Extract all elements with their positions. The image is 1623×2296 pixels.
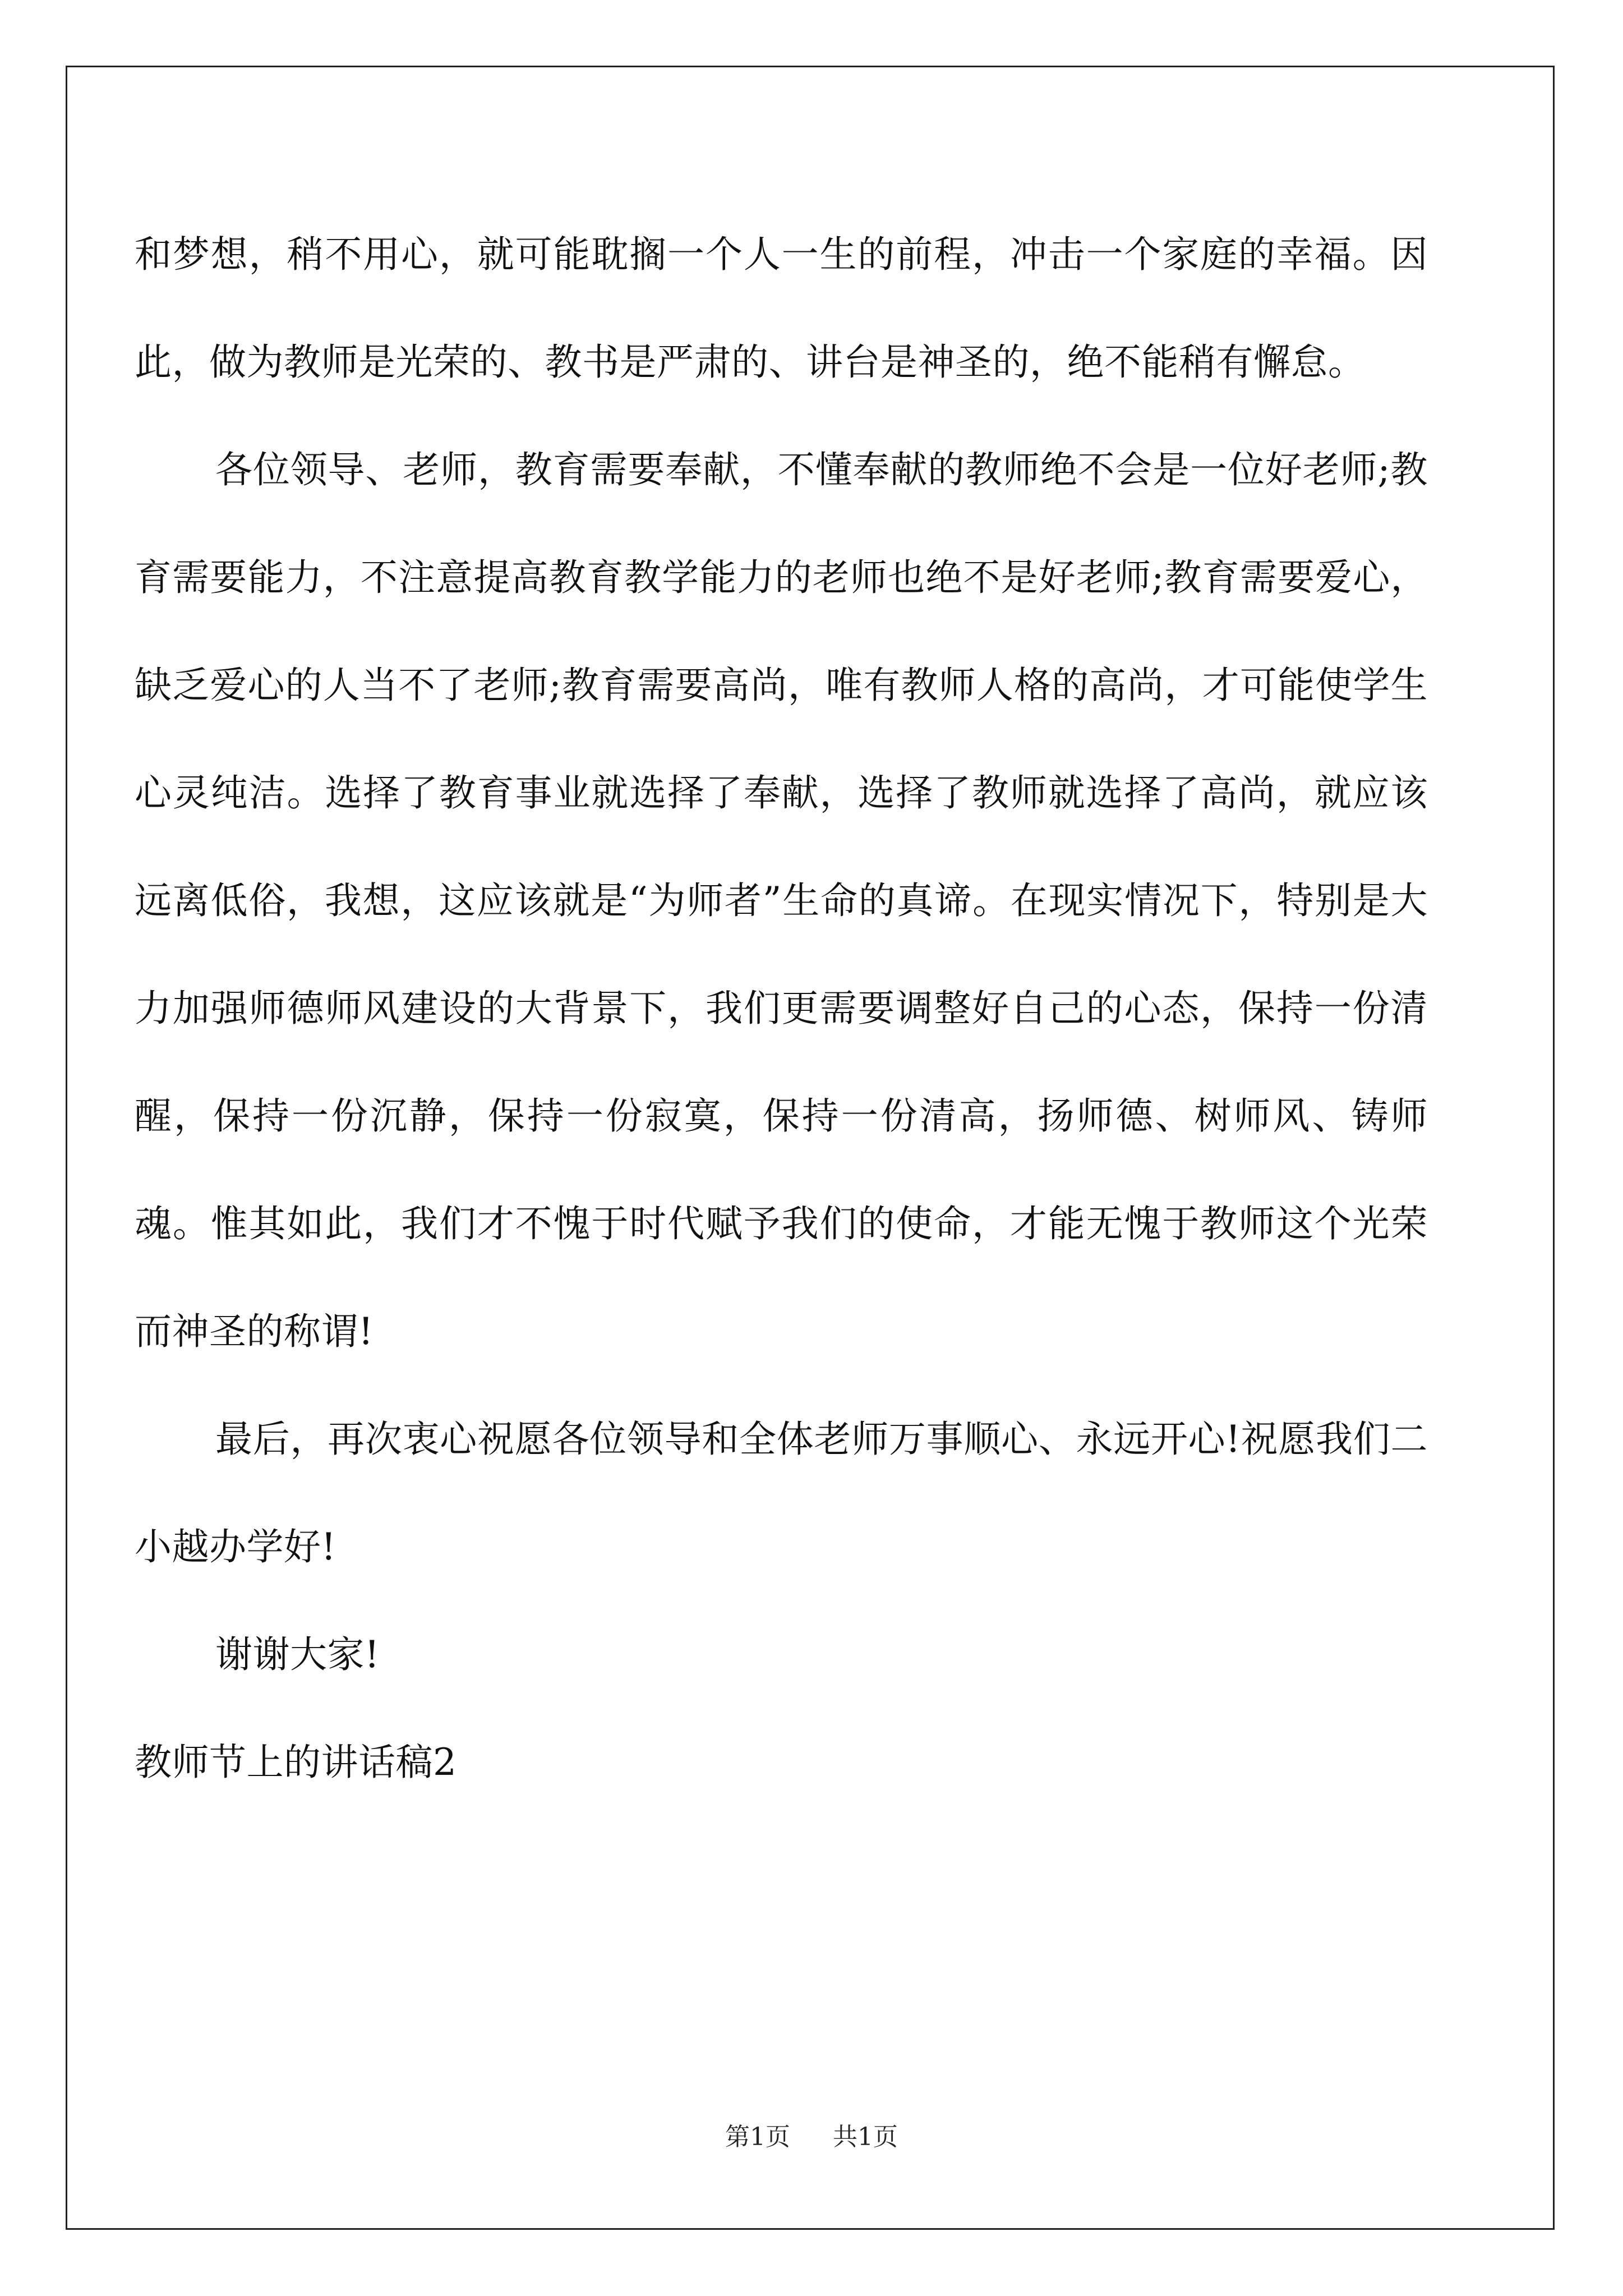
page-number-current: 第1页 <box>725 2123 790 2151</box>
paragraph-main-speech: 各位领导、老师，教育需要奉献，不懂奉献的教师绝不会是一位好老师;教育需要能力，不注意提高教育教学能力的老师也绝不是好老师;教育需要爱心，缺乏爱心的人当不了老师;教育需要高尚，唯有教师人格的高尚，才可能使学生心灵纯洁。选择了教育事业就选择了奉献，选择了教师就选择了高尚，就应该远离低俗，我想，这应该就是“为师者”生命的真谛。在现实情况下，特别是大力加强师德师风建设的大背景下，我们更需要调整好自己的心态，保持一份清醒，保持一份沉静，保持一份寂寞，保持一份清高，扬师德、树师风、铸师魂。惟其如此，我们才不愧于时代赋予我们的使命，才能无愧于教师这个光荣而神圣的称谓! <box>135 448 1428 1353</box>
page-number-total: 共1页 <box>833 2123 898 2151</box>
section-title: 教师节上的讲话稿2 <box>135 1741 457 1784</box>
paragraph-thanks: 谢谢大家! <box>215 1633 380 1676</box>
paragraph-continuation: 和梦想，稍不用心，就可能耽搁一个人一生的前程，冲击一个家庭的幸福。因此，做为教师是光荣的、教书是严肃的、讲台是神圣的，绝不能稍有懈怠。 <box>135 233 1428 384</box>
document-body <box>135 201 1428 1816</box>
page-footer <box>0 2120 1623 2154</box>
paragraph-closing-wishes: 最后，再次衷心祝愿各位领导和全体老师万事顺心、永远开心!祝愿我们二小越办学好! <box>135 1418 1428 1568</box>
